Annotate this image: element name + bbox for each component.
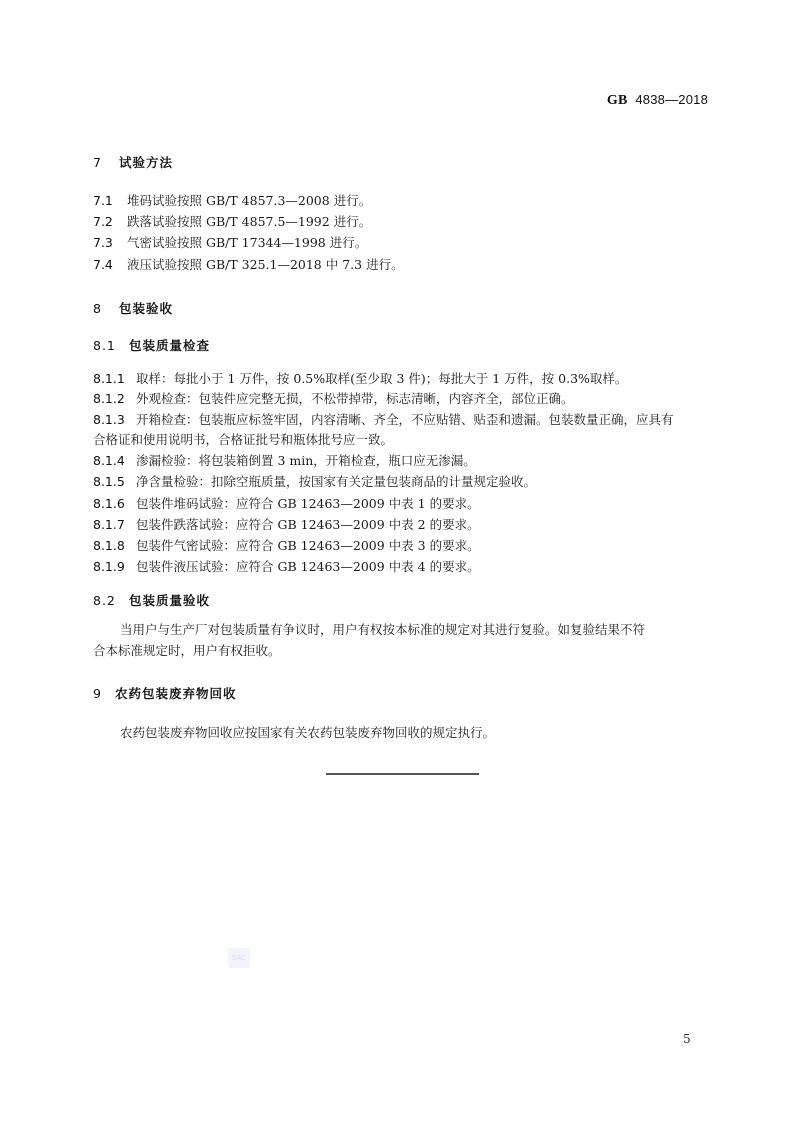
clause-text: 包装件液压试验：应符合 GB 12463—2009 中表 4 的要求。 xyxy=(136,559,480,574)
clause-8-1-9 xyxy=(93,557,713,577)
clause-text: 包装件跌落试验：应符合 GB 12463—2009 中表 2 的要求。 xyxy=(136,517,480,532)
section-8-1-heading xyxy=(93,336,210,354)
clause-7-4 xyxy=(93,255,713,275)
clause-number: 8.1.4 xyxy=(93,453,125,468)
standard-number: 4838—2018 xyxy=(635,92,708,107)
clause-text: 包装件堆码试验：应符合 GB 12463—2009 中表 1 的要求。 xyxy=(136,496,480,511)
clause-text: 合格证和使用说明书，合格证批号和瓶体批号应一致。 xyxy=(93,432,394,447)
clause-7-1 xyxy=(93,191,713,211)
section-8-2-heading xyxy=(93,591,210,609)
sac-watermark-logo: SAC xyxy=(228,948,250,968)
section-title: 包装质量检查 xyxy=(129,338,211,353)
clause-8-1-6 xyxy=(93,494,713,514)
section-number: 8 xyxy=(93,301,102,316)
section-9-paragraph xyxy=(93,723,713,743)
section-number: 8.2 xyxy=(93,593,116,608)
clause-text: 外观检查：包装件应完整无损，不松带掉带，标志清晰，内容齐全，部位正确。 xyxy=(136,391,574,406)
end-of-text-rule xyxy=(326,773,479,775)
clause-number: 7.4 xyxy=(93,257,113,272)
section-title: 包装质量验收 xyxy=(129,593,211,608)
clause-text: 开箱检查：包装瓶应标签牢固，内容清晰、齐全，不应贴错、贴歪和遗漏。包装数量正确，应具有 xyxy=(136,412,674,427)
paragraph-text: 农药包装废弃物回收应按国家有关农药包装废弃物回收的规定执行。 xyxy=(120,725,496,740)
paragraph-text: 当用户与生产厂对包装质量有争议时，用户有权按本标准的规定对其进行复验。如复验结果不符 xyxy=(120,622,646,637)
clause-number: 8.1.9 xyxy=(93,559,125,574)
clause-number: 7.2 xyxy=(93,214,113,229)
section-8-2-paragraph-line2 xyxy=(93,641,713,661)
clause-text: 液压试验按照 GB/T 325.1—2018 中 7.3 进行。 xyxy=(127,257,404,272)
section-title: 包装验收 xyxy=(119,301,174,316)
clause-8-1-2 xyxy=(93,389,713,409)
clause-8-1-1 xyxy=(93,369,713,389)
clause-7-2 xyxy=(93,212,713,232)
clause-number: 7.3 xyxy=(93,235,113,250)
page-header xyxy=(607,92,708,109)
section-8-heading xyxy=(93,299,173,317)
clause-number: 8.1.5 xyxy=(93,474,125,489)
clause-7-3 xyxy=(93,233,713,253)
clause-text: 渗漏检验：将包装箱倒置 3 min，开箱检查，瓶口应无渗漏。 xyxy=(136,453,476,468)
section-number: 8.1 xyxy=(93,338,116,353)
section-title: 农药包装废弃物回收 xyxy=(115,686,237,701)
clause-number: 8.1.2 xyxy=(93,391,125,406)
paragraph-text: 合本标准规定时，用户有权拒收。 xyxy=(93,643,281,658)
section-number: 9 xyxy=(93,686,102,701)
clause-8-1-4 xyxy=(93,451,713,471)
clause-number: 8.1.6 xyxy=(93,496,125,511)
clause-number: 8.1.7 xyxy=(93,517,125,532)
page-number: 5 xyxy=(683,1032,691,1046)
clause-text: 堆码试验按照 GB/T 4857.3—2008 进行。 xyxy=(127,193,372,208)
clause-text: 净含量检验：扣除空瓶质量，按国家有关定量包装商品的计量规定验收。 xyxy=(136,474,537,489)
section-8-2-paragraph-line1 xyxy=(93,620,713,640)
standard-prefix: GB xyxy=(606,93,628,108)
clause-8-1-8 xyxy=(93,536,713,556)
section-7-heading xyxy=(93,153,173,171)
clause-number: 8.1.1 xyxy=(93,371,125,386)
section-9-heading xyxy=(93,684,237,702)
clause-8-1-5 xyxy=(93,472,713,492)
clause-number: 8.1.3 xyxy=(93,412,125,427)
clause-text: 取样：每批小于 1 万件，按 0.5%取样(至少取 3 件)；每批大于 1 万件，按 0.3%取样。 xyxy=(136,371,628,386)
clause-text: 跌落试验按照 GB/T 4857.5—1992 进行。 xyxy=(127,214,372,229)
clause-8-1-7 xyxy=(93,515,713,535)
section-title: 试验方法 xyxy=(119,155,174,170)
clause-text: 气密试验按照 GB/T 17344—1998 进行。 xyxy=(127,235,368,250)
section-number: 7 xyxy=(93,155,102,170)
clause-number: 8.1.8 xyxy=(93,538,125,553)
clause-number: 7.1 xyxy=(93,193,113,208)
clause-8-1-3 xyxy=(93,410,713,430)
clause-text: 包装件气密试验：应符合 GB 12463—2009 中表 3 的要求。 xyxy=(136,538,480,553)
clause-8-1-3-continuation xyxy=(93,430,713,450)
